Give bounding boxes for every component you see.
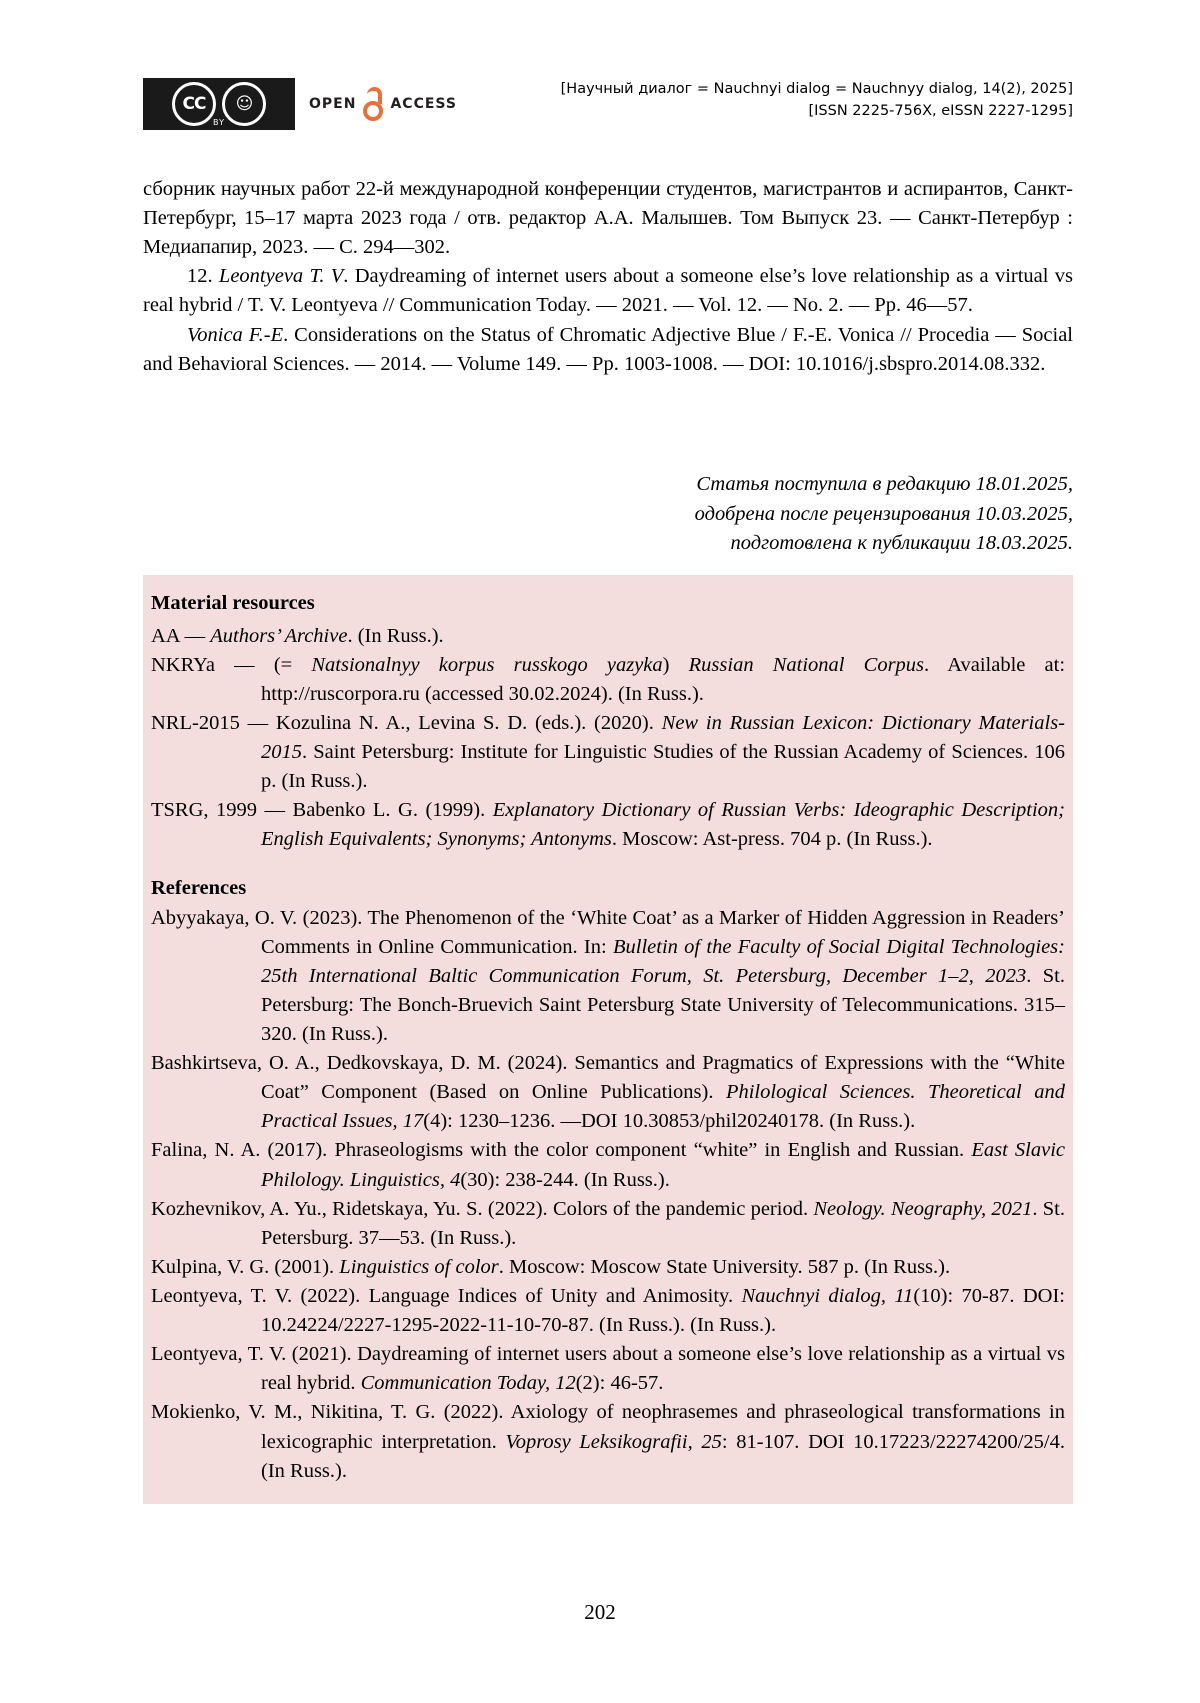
entry-italic: New in Russian Lexicon: Dictionary Materials-2015	[261, 712, 1065, 764]
reference-pre: Leontyeva, T. V. (2021). Daydreaming of internet users about a someone else’s love relationship as a virtual vs real hybrid.	[151, 1343, 1065, 1395]
reference-post: (10): 70-87. DOI: 10.24224/2227-1295-2022-11-10-70-87. (In Russ.). (In Russ.).	[261, 1284, 1065, 1337]
material-resource-entry	[151, 709, 1065, 796]
entry-label: NRL-2015 — Kozulina N. A., Levina S. D. (eds.). (2020).	[151, 712, 662, 735]
approved-date: одобрена после рецензирования 10.03.2025,	[694, 502, 1073, 525]
references-panel	[143, 575, 1073, 1504]
creative-commons-badge	[143, 78, 295, 130]
item-12-text: . Daydreaming of internet users about a someone else’s love relationship as a virtual vs real hybrid / T. V. Leontyeva // Communication Today. — 2021. — Vol. 12. — No. 2. — Pp. 46—57.	[143, 265, 1073, 317]
open-access-block	[143, 78, 457, 130]
reference-entry	[151, 1398, 1065, 1485]
entry-mid: )	[662, 653, 689, 676]
reference-entry	[151, 1253, 1065, 1282]
reference-entry	[151, 904, 1065, 1050]
reference-entry	[151, 1136, 1065, 1194]
material-resource-entry	[151, 622, 1065, 651]
open-access-open-text: OPEN	[309, 96, 357, 112]
entry-label: NKRYa — (=	[151, 653, 312, 676]
entry-italic-2: Russian National Corpus	[688, 653, 925, 676]
bibliography-continuation	[143, 175, 1073, 379]
bibliography-item-13	[143, 321, 1073, 379]
material-resource-entry	[151, 796, 1065, 854]
cc-by-label: BY	[213, 118, 225, 127]
references-title: References	[151, 876, 247, 899]
entry-rest: . (In Russ.).	[347, 624, 444, 647]
cc-by-person-icon: ☺	[222, 82, 266, 126]
reference-source: East Slavic Philology. Linguistics, 4	[261, 1139, 1065, 1191]
published-date: подготовлена к публикации 18.03.2025.	[730, 532, 1073, 555]
reference-post: : 81-107. DOI 10.17223/22274200/25/4. (In Russ.).	[261, 1430, 1065, 1482]
reference-pre: Bashkirtseva, O. A., Dedkovskaya, D. M. (2024). Semantics and Pragmatics of Expressions with the “White Coat” Component (Based on Online Publications).	[151, 1052, 1065, 1104]
bibliography-item-12	[143, 262, 1073, 320]
journal-citation-meta	[561, 78, 1073, 123]
reference-pre: Kulpina, V. G. (2001).	[151, 1255, 340, 1278]
paragraph-continuation: сборник научных работ 22-й международной конференции студентов, магистрантов и аспирантов, Санкт-Петербург, 15–17 марта 2023 года / отв. редактор А.А. Малышев. Том Выпуск 23. — Санкт-Петербур : Медиапапир, 2023. — С. 294—302.	[143, 178, 1073, 259]
entry-label: AA —	[151, 624, 211, 647]
journal-issn-line: [ISSN 2225-756X, eISSN 2227-1295]	[808, 103, 1073, 120]
reference-pre: Kozhevnikov, A. Yu., Ridetskaya, Yu. S. (2022). Colors of the pandemic period.	[151, 1197, 814, 1220]
submission-dates	[143, 470, 1073, 559]
reference-post: (30): 238-244. (In Russ.).	[460, 1168, 670, 1191]
entry-label: TSRG, 1999 — Babenko L. G. (1999).	[151, 799, 493, 822]
entry-italic: Authors’ Archive	[210, 624, 348, 647]
reference-entry	[151, 1282, 1065, 1340]
entry-rest: . Available at: http://ruscorpora.ru (accessed 30.02.2024). (In Russ.).	[261, 653, 1066, 705]
reference-source: Philological Sciences. Theoretical and Practical Issues, 17	[261, 1081, 1065, 1133]
open-access-access-text: ACCESS	[390, 96, 457, 112]
reference-entry	[151, 1049, 1065, 1136]
item-12-number: 12.	[187, 265, 219, 288]
reference-source: Neology. Neography, 2021	[813, 1197, 1033, 1220]
reference-pre: Abyyakaya, O. V. (2023). The Phenomenon of the ‘White Coat’ as a Marker of Hidden Aggression in Readers’ Comments in Online Communication. In:	[151, 906, 1065, 958]
entry-rest: . Moscow: Ast-press. 704 p. (In Russ.).	[611, 828, 933, 851]
reference-post: . St. Petersburg. 37—53. (In Russ.).	[261, 1197, 1065, 1249]
open-lock-icon	[360, 87, 386, 121]
reference-post: (2): 46-57.	[575, 1372, 664, 1395]
item-12-author: Leontyeva T. V	[218, 265, 344, 288]
entry-italic: Natsionalnyy korpus russkogo yazyka	[311, 653, 663, 676]
reference-post: . St. Petersburg: The Bonch-Bruevich Saint Petersburg State University of Telecommunications. 315–320. (In Russ.).	[261, 964, 1065, 1045]
reference-source: Linguistics of color	[339, 1255, 499, 1278]
reference-pre: Leontyeva, T. V. (2022). Language Indices of Unity and Animosity.	[151, 1284, 742, 1307]
page-number: 202	[584, 1600, 616, 1624]
reference-source: Bulletin of the Faculty of Social Digital Technologies: 25th International Baltic Communication Forum, St. Petersburg, December 1–2, 2023	[261, 935, 1065, 987]
reference-entry	[151, 1340, 1065, 1398]
reference-pre: Mokienko, V. M., Nikitina, T. G. (2022). Axiology of neophrasemes and phraseological transformations in lexicographic interpretation.	[151, 1401, 1065, 1453]
reference-source: Nauchnyi dialog, 11	[741, 1284, 914, 1307]
cc-icon: CC	[172, 82, 216, 126]
reference-source: Voprosy Leksikografii, 25	[505, 1430, 722, 1453]
item-13-author: Vonica F.-E	[187, 323, 284, 346]
journal-title-line: [Научный диалог = Nauchnyi dialog = Nauchnyy dialog, 14(2), 2025]	[560, 81, 1073, 97]
page-header	[143, 78, 1073, 130]
entry-rest: . Saint Petersburg: Institute for Linguistic Studies of the Russian Academy of Sciences. 106 p. (In Russ.).	[261, 741, 1065, 793]
item-13-text: . Considerations on the Status of Chromatic Adjective Blue / F.-E. Vonica // Procedia — Social and Behavioral Sciences. — 2014. — Volume 149. — Pp. 1003-1008. — DOI: 10.1016/j.sbspro.2014.08.332.	[143, 323, 1073, 375]
reference-source: Communication Today, 12	[360, 1372, 576, 1395]
open-access-label	[309, 87, 457, 121]
reference-pre: Falina, N. A. (2017). Phraseologisms with the color component “white” in English and Russian.	[151, 1139, 972, 1162]
material-resource-entry	[151, 651, 1065, 709]
entry-italic: Explanatory Dictionary of Russian Verbs: Ideographic Description; English Equivalents; Synonyms; Antonyms	[261, 799, 1065, 851]
material-resources-title: Material resources	[151, 592, 315, 614]
reference-post: (4): 1230–1236. —DOI 10.30853/phil20240178. (In Russ.).	[423, 1110, 916, 1133]
reference-post: . Moscow: Moscow State University. 587 p. (In Russ.).	[498, 1255, 951, 1278]
received-date: Статья поступила в редакцию 18.01.2025,	[696, 473, 1073, 495]
reference-entry	[151, 1195, 1065, 1253]
